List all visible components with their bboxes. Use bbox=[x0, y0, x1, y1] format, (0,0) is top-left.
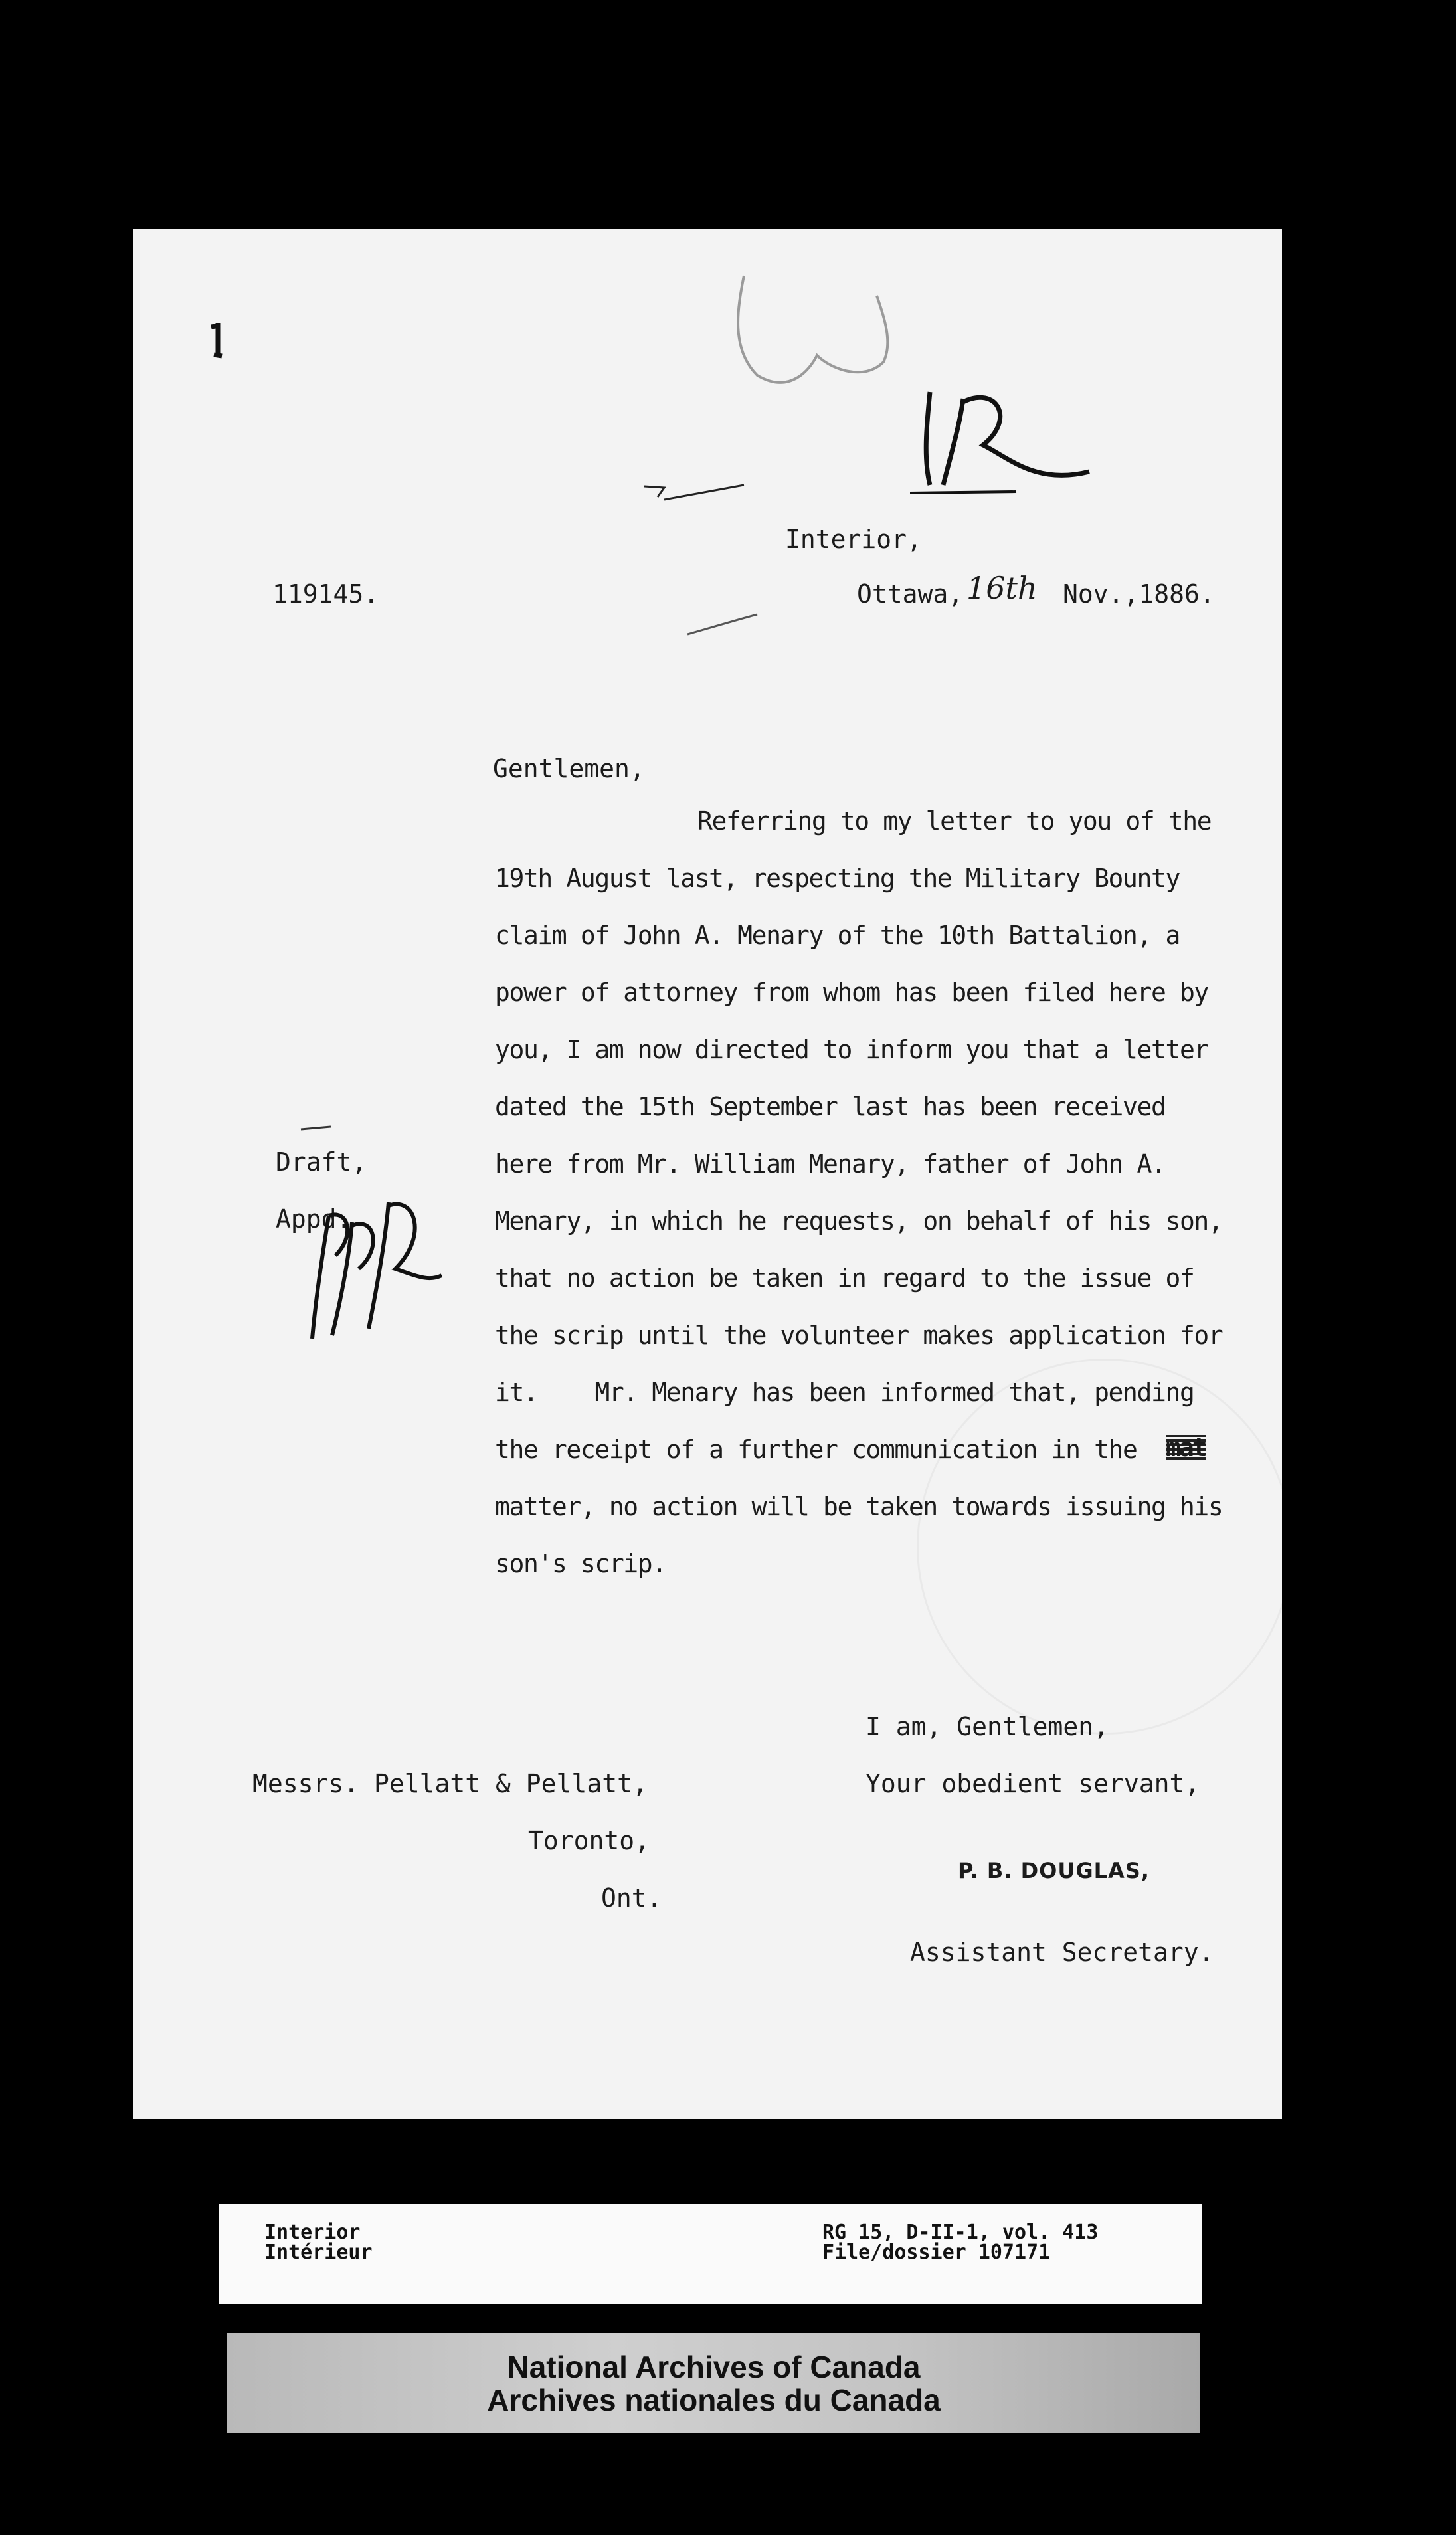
body-line: you, I am now directed to inform you that a letter bbox=[495, 1035, 1208, 1064]
addressee-line-2: Toronto, bbox=[528, 1826, 650, 1855]
body-line: dated the 15th September last has been received bbox=[495, 1092, 1166, 1121]
body-line: that no action be taken in regard to the issue of bbox=[495, 1264, 1194, 1293]
archive-name-en: National Archives of Canada bbox=[507, 2350, 921, 2384]
body-line: the scrip until the volunteer makes application for bbox=[495, 1321, 1223, 1350]
body-line: it. Mr. Menary has been informed that, pending bbox=[495, 1378, 1194, 1407]
department-line: Interior, bbox=[785, 525, 922, 554]
file-number: 119145. bbox=[272, 579, 379, 609]
label-record-group: RG 15, D-II-1, vol. 413 bbox=[822, 2221, 1099, 2244]
date-rest: Nov.,1886. bbox=[1063, 579, 1215, 609]
body-line: Referring to my letter to you of the bbox=[697, 806, 1212, 836]
label-department-fr: Intérieur bbox=[264, 2241, 373, 2264]
margin-mark-icon bbox=[205, 318, 231, 371]
closing-line-1: I am, Gentlemen, bbox=[865, 1712, 1109, 1741]
pencil-mark bbox=[684, 608, 764, 641]
addressee-line-3: Ont. bbox=[601, 1883, 662, 1913]
archive-name-fr: Archives nationales du Canada bbox=[487, 2383, 941, 2417]
addressee-line-1: Messrs. Pellatt & Pellatt, bbox=[252, 1769, 648, 1798]
margin-draft: Draft, bbox=[276, 1147, 367, 1176]
handwritten-initial bbox=[903, 385, 1103, 498]
pencil-mark bbox=[638, 473, 751, 513]
body-line: 19th August last, respecting the Military Bounty bbox=[495, 864, 1180, 893]
date-city: Ottawa, bbox=[857, 579, 964, 609]
approval-initials bbox=[302, 1196, 448, 1349]
archive-name-banner bbox=[227, 2333, 1200, 2433]
label-file-number: File/dossier 107171 bbox=[822, 2241, 1051, 2264]
body-line: son's scrip. bbox=[495, 1549, 666, 1578]
embossed-seal bbox=[917, 1359, 1293, 1735]
closing-line-2: Your obedient servant, bbox=[865, 1769, 1200, 1798]
body-line: matter, no action will be taken towards issuing his bbox=[495, 1492, 1223, 1521]
body-line: Menary, in which he requests, on behalf of his son, bbox=[495, 1206, 1223, 1236]
struck-word: mat bbox=[1166, 1433, 1206, 1462]
body-line: here from Mr. William Menary, father of John A. bbox=[495, 1149, 1166, 1178]
pencil-scribble bbox=[717, 269, 903, 395]
salutation: Gentlemen, bbox=[493, 754, 645, 783]
pencil-mark bbox=[298, 1121, 337, 1135]
date-day: 16th bbox=[966, 570, 1038, 606]
body-line: power of attorney from whom has been filed here by bbox=[495, 978, 1208, 1007]
signer-title: Assistant Secretary. bbox=[910, 1938, 1214, 1967]
signature-stamp: P. B. DOUGLAS, bbox=[958, 1858, 1150, 1883]
body-line: claim of John A. Menary of the 10th Battalion, a bbox=[495, 921, 1180, 950]
archive-reference-label bbox=[219, 2204, 1202, 2304]
label-department-en: Interior bbox=[264, 2221, 361, 2244]
body-line: the receipt of a further communication in the bbox=[495, 1435, 1137, 1464]
margin-appd: Appd. bbox=[276, 1204, 352, 1234]
